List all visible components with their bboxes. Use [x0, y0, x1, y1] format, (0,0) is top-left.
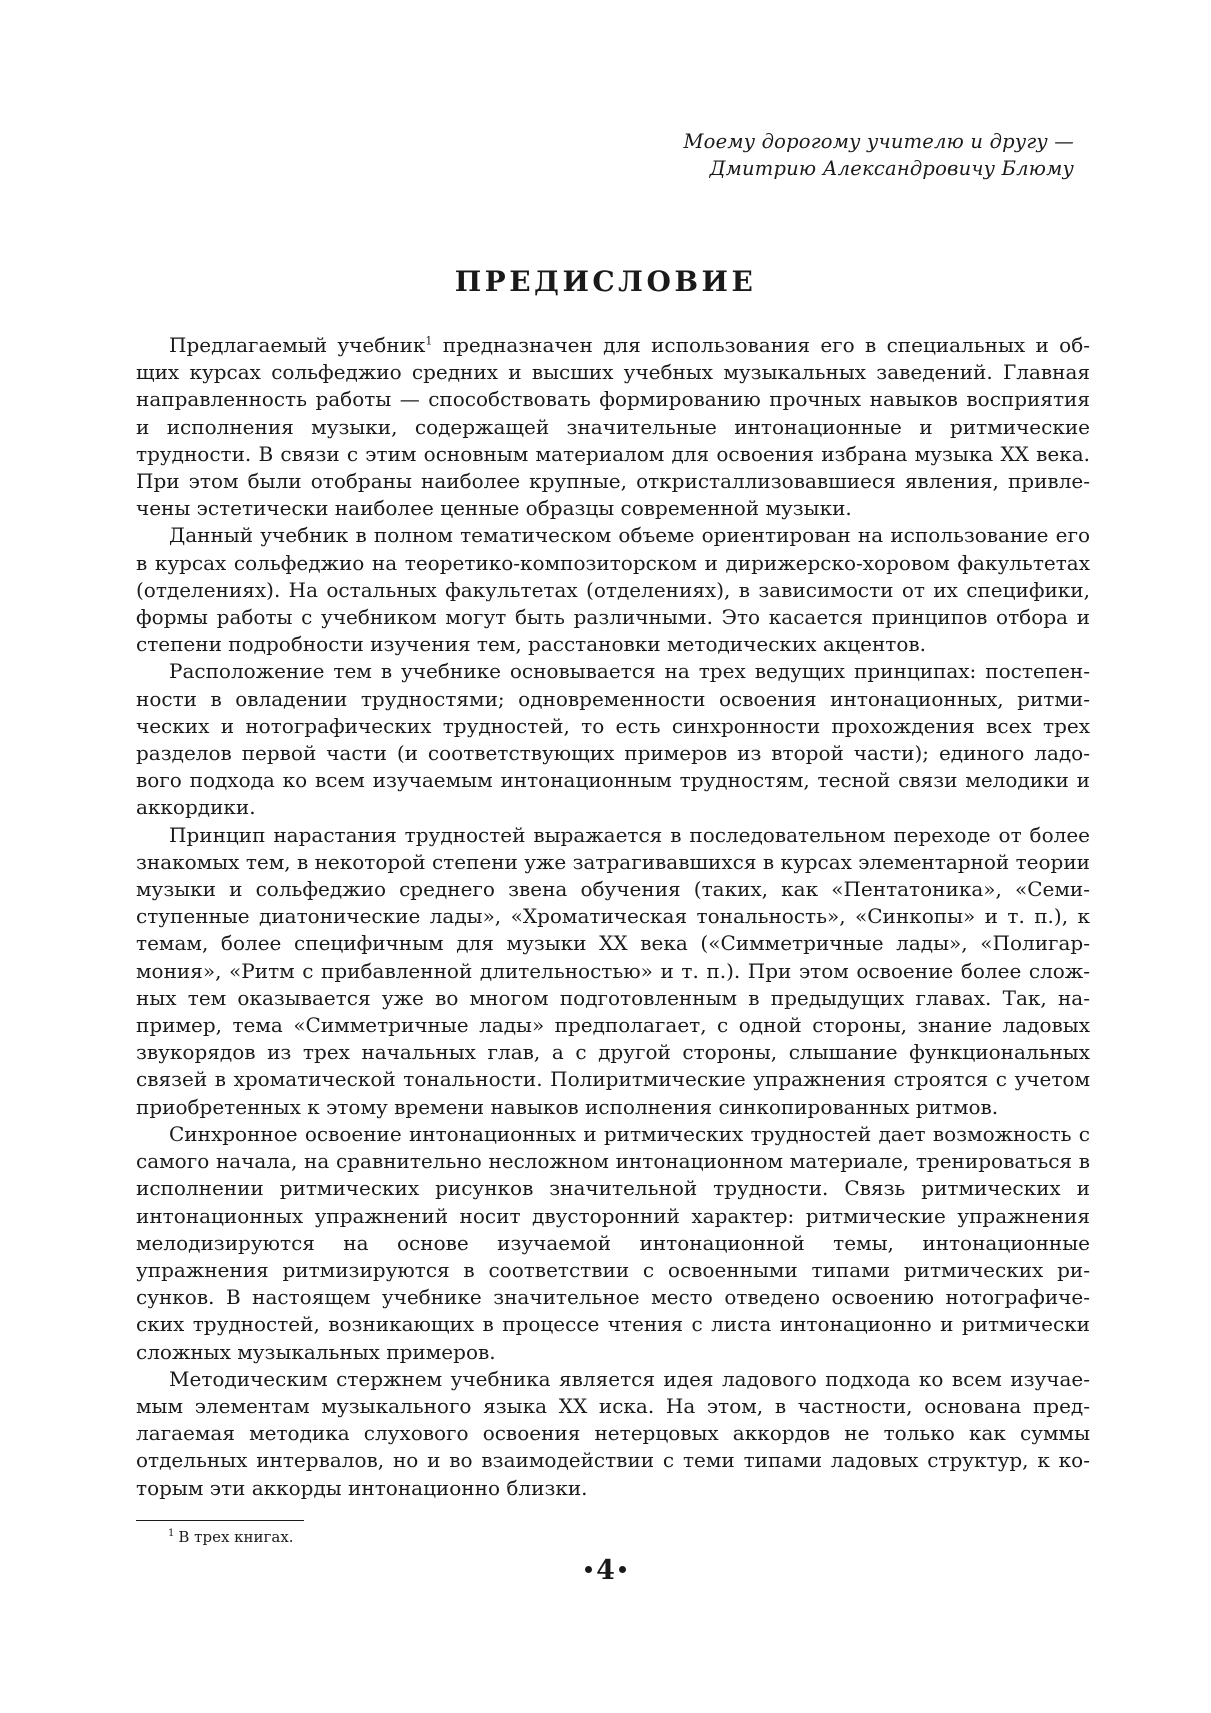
paragraph-4: Принцип нарастания трудностей выражается в последовательном переходе от более знакомых тем, в некоторой степени уже затрагивавшихся в курсах элементарной теории музыки и сольфеджио среднего звена обучения (таких, как «Пентатоника», «Семиступенные диатонические лады», «Хроматическая тональность», «Синкопы» и т. п.), к темам, более специфичным для музыки XX века («Симметричные лады», «Полигармония», «Ритм с прибавленной длительностью» и т. п.). При этом освоение более сложных тем оказывается уже во многом подготовленным в предыдущих главах. Так, например, тема «Симметричные лады» предполагает, с одной стороны, знание ладовых звукорядов из трех начальных глав, а с другой стороны, слышание функциональных связей в хроматической тональности. Полиритмические упражнения строятся с учетом приобретенных к этому времени навыков исполнения синкопированных ритмов. [136, 822, 1091, 1119]
footnote-reference: 1 [425, 334, 433, 348]
paragraph-5: Синхронное освоение интонационных и ритмических трудностей дает возможность с самого начала, на сравнительно несложном интонационном материале, тренироваться в исполнении ритмических рисунков значительной трудности. Связь ритмических и интонационных упражнений носит двусторонний характер: ритмические упражнения мелодизируются на основе изучаемой интонационной темы, интонационные упражнения ритмизируются в соответствии с освоенными типами ритмических рисунков. В настоящем учебнике значительное место отведено освоению нотографических трудностей, возникающих в процессе чтения с листа интонационно и ритмически сложных музыкальных примеров. [136, 1121, 1090, 1364]
paragraph-1 [136, 332, 1090, 522]
footnote-divider [136, 1520, 304, 1521]
footnote [168, 1527, 294, 1547]
epigraph-line-2: Дмитрию Александровичу Блюму [709, 157, 1074, 180]
paragraph-1-start: Предлагаемый учебник [169, 333, 426, 357]
epigraph-line-1: Моему дорогому учителю и другу — [683, 130, 1074, 153]
paragraph-2: Данный учебник в полном тематическом объеме ориентирован на использование его в курсах сольфеджио на теоретико-композиторском и дирижерско-хоровом факультетах (отделениях). На остальных факультетах (отделениях), в зависимости от их специфики, формы работы с учебником могут быть различными. Это касается принципов отбора и степени подробности изучения тем, расстановки методических акцентов. [136, 523, 1090, 657]
paragraph-6: Методическим стержнем учебника является идея ладового подхода ко всем изучаемым элементам музыкального языка XX иска. На этом, в частности, основана предлагаемая методика слухового освоения нетерцовых аккордов не только как суммы отдельных интервалов, но и во взаимодействии с теми типами ладовых структур, к которым эти аккорды интонационно близки. [136, 1366, 1090, 1500]
epigraph [683, 128, 1074, 182]
footnote-mark: 1 [168, 1528, 175, 1539]
paragraph-1-rest: предназначен для использования его в специальных и общих курсах сольфеджио средних и высших учебных музыкальных заведений. Главная направленность работы — способствовать формированию прочных навыков восприятия и исполнения музыки, содержащей значительные интонационные и ритмические трудности. В связи с этим основным материалом для освоения избрана музыка XX века. При этом были отобраны наиболее крупные, откристаллизовавшиеся явления, привлечены эстетически наиболее ценные образцы современной музыки. [136, 333, 1091, 521]
preface-body [136, 332, 1090, 1502]
bullet-left-icon [585, 1566, 592, 1573]
page-title: ПРЕДИСЛОВИЕ [454, 265, 757, 298]
bullet-right-icon [619, 1566, 626, 1573]
paragraph-3: Расположение тем в учебнике основывается на трех ведущих принципах: постепенности в овладении трудностями; одновременности освоения интонационных, ритмических и нотографических трудностей, то есть синхронности прохождения всех трех разделов первой части (и соответствующих примеров из второй части); единого ладового подхода ко всем изучаемым интонационным трудностям, тесной связи мелодики и аккордики. [136, 659, 1090, 820]
footnote-text: В трех книгах. [178, 1528, 294, 1546]
page-number-value: 4 [596, 1555, 615, 1586]
page-number [0, 1555, 1211, 1586]
